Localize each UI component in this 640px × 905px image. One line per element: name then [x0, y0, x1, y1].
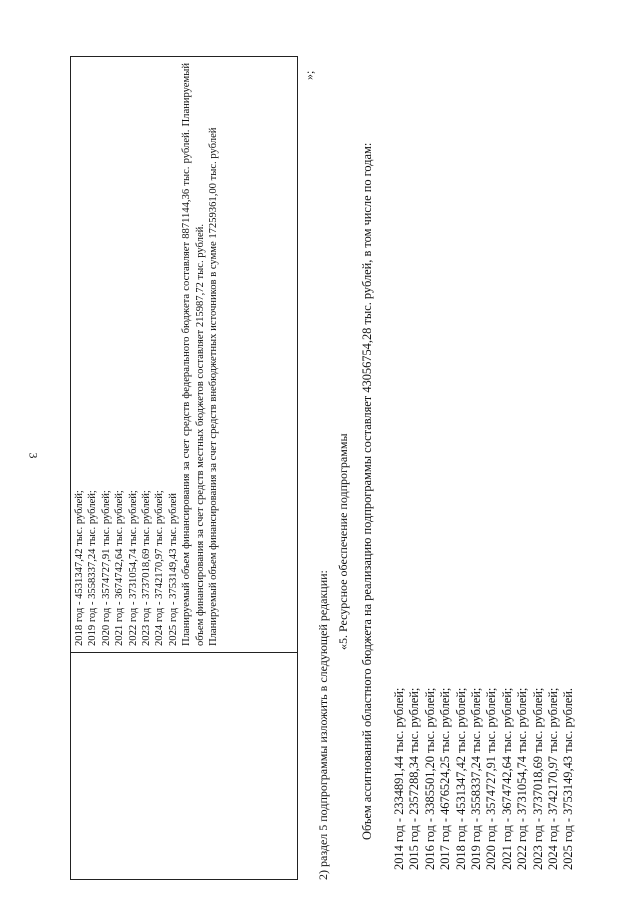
page-number: 3 — [26, 452, 41, 459]
list-item: 2019 год - 3558337,24 тыс. рублей; — [469, 687, 484, 870]
list-item: 2022 год - 3731054,74 тыс. рублей; — [515, 687, 530, 870]
list-item: 2018 год - 4531347,42 тыс. рублей; — [453, 687, 468, 870]
table-year-row: 2020 год - 3574727,91 тыс. рублей; — [100, 490, 112, 646]
table-value-cell — [71, 57, 297, 652]
list-item: 2025 год - 3753149,43 тыс. рублей. — [561, 688, 576, 870]
list-item: 2015 год - 2357288,34 тыс. рублей; — [407, 687, 422, 870]
table-year-row: 2025 год - 3753149,43 тыс. рублей — [167, 493, 179, 646]
table-year-row: 2019 год - 3558337,24 тыс. рублей; — [87, 490, 99, 646]
list-item: 2023 год - 3737018,69 тыс. рублей; — [530, 687, 545, 870]
funding-table — [70, 56, 298, 880]
federal-funding-text: Планируемый объем финансирования за счет средств федерального бюджета составляет 8871144,36 тыс. рублей. Планируемый объем финансирования за счет средств местных бюджетов составляет 215987,72 тыс. рублей. — [181, 63, 206, 646]
table-year-row: 2023 год - 3737018,69 тыс. рублей; — [141, 490, 153, 646]
list-item: 2017 год - 4676524,25 тыс. рублей; — [438, 687, 453, 870]
amendment-line: 2) раздел 5 подпрограммы изложить в следующей редакции: — [316, 570, 330, 880]
body-paragraph: Объем ассигнований областного бюджета на реализацию подпрограммы составляет 43056754,28 тыс. рублей, в том числе по годам: — [360, 142, 374, 840]
table-year-row: 2022 год - 3731054,74 тыс. рублей; — [127, 490, 139, 646]
extrabudgetary-funding-text: Планируемый объем финансирования за счет средств внебюджетных источников в сумме 17259361,00 тыс. рублей — [208, 127, 220, 646]
closing-quote: »; — [302, 70, 316, 80]
table-label-cell — [71, 652, 297, 879]
list-item: 2020 год - 3574727,91 тыс. рублей; — [484, 687, 499, 870]
table-year-row: 2024 год - 3742170,97 тыс. рублей; — [154, 490, 166, 646]
section-title: «5. Ресурсное обеспечение подпрограммы — [336, 433, 350, 650]
year-list — [392, 688, 577, 870]
list-item: 2024 год - 3742170,97 тыс. рублей; — [546, 687, 561, 870]
list-item: 2016 год - 3385501,20 тыс. рублей; — [422, 687, 437, 870]
table-year-row: 2021 год - 3674742,64 тыс. рублей; — [114, 490, 126, 646]
table-year-row: 2018 год - 4531347,42 тыс. рублей; — [74, 490, 85, 646]
list-item: 2021 год - 3674742,64 тыс. рублей; — [499, 687, 514, 870]
rotated-sheet — [70, 50, 590, 880]
list-item: 2014 год - 2334891,44 тыс. рублей; — [392, 687, 406, 870]
